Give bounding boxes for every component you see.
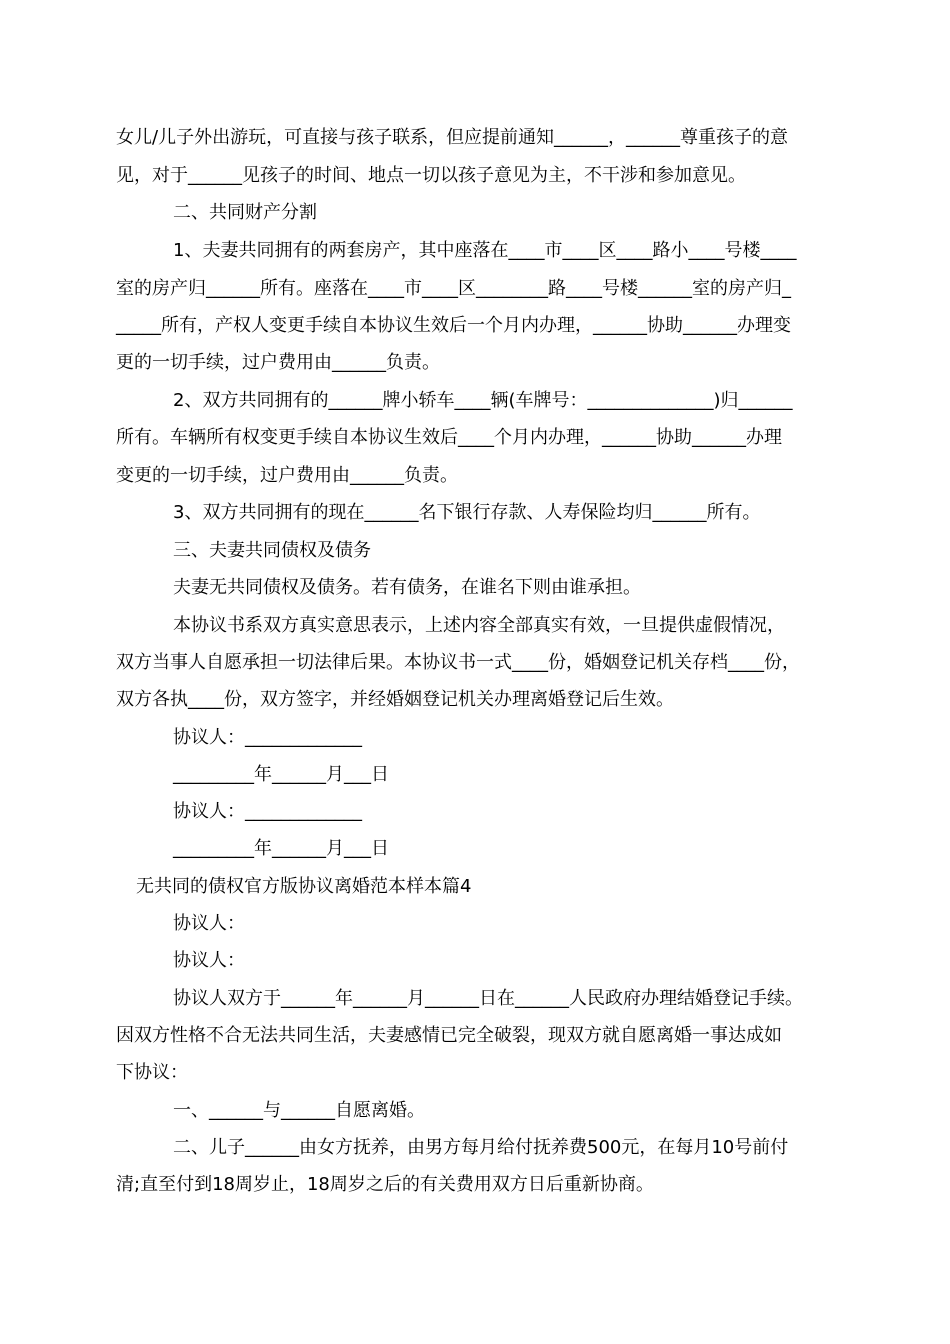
paragraph-line: 本协议书系双方真实意思表示，上述内容全部真实有效，一旦提供虚假情况，	[173, 615, 785, 636]
paragraph-line: 3、双方共同拥有的现在______名下银行存款、人寿保险均归______所有。	[173, 502, 761, 523]
date-line: _________年______月___日	[173, 838, 389, 859]
signature-line: 协议人：_____________	[173, 801, 362, 822]
paragraph-line: 夫妻无共同债权及债务。若有债务，在谁名下则由谁承担。	[173, 577, 641, 598]
paragraph-line: 因双方性格不合无法共同生活，夫妻感情已完全破裂，现双方就自愿离婚一事达成如	[116, 1025, 782, 1046]
document-title: 无共同的债权官方版协议离婚范本样本篇4	[136, 876, 472, 897]
party-line: 协议人：	[173, 913, 245, 934]
signature-line: 协议人：_____________	[173, 727, 362, 748]
party-line: 协议人：	[173, 950, 245, 971]
paragraph-line: 协议人双方于______年______月______日在______人民政府办理结婚登记手续。	[173, 988, 803, 1009]
paragraph-line: 室的房产归______所有。座落在____市____区________路____号楼______室的房产归_	[116, 278, 791, 299]
section-heading: 二、共同财产分割	[173, 202, 317, 223]
paragraph-line: 所有。车辆所有权变更手续自本协议生效后____个月内办理，______协助______办理	[116, 427, 782, 448]
paragraph-line: 双方当事人自愿承担一切法律后果。本协议书一式____份，婚姻登记机关存档____份，	[116, 652, 800, 673]
paragraph-line: 见，对于______见孩子的时间、地点一切以孩子意见为主，不干涉和参加意见。	[116, 165, 746, 186]
paragraph-line: 下协议：	[116, 1062, 188, 1083]
paragraph-line: 变更的一切手续，过户费用由______负责。	[116, 465, 458, 486]
paragraph-line: 二、儿子______由女方抚养，由男方每月给付抚养费500元，在每月10号前付	[173, 1137, 789, 1158]
paragraph-line: 双方各执____份，双方签字，并经婚姻登记机关办理离婚登记后生效。	[116, 689, 674, 710]
paragraph-line: 清;直至付到18周岁止，18周岁之后的有关费用双方日后重新协商。	[116, 1174, 654, 1195]
paragraph-line: 一、______与______自愿离婚。	[173, 1100, 425, 1121]
paragraph-line: 1、夫妻共同拥有的两套房产，其中座落在____市____区____路小____号楼____	[173, 240, 797, 261]
paragraph-line: 女儿/儿子外出游玩，可直接与孩子联系，但应提前通知______，______尊重孩子的意	[116, 127, 789, 148]
paragraph-line: 更的一切手续，过户费用由______负责。	[116, 352, 440, 373]
paragraph-line: _____所有，产权人变更手续自本协议生效后一个月内办理，______协助______办理变	[116, 315, 791, 336]
date-line: _________年______月___日	[173, 764, 389, 785]
section-heading: 三、夫妻共同债权及债务	[173, 540, 371, 561]
paragraph-line: 2、双方共同拥有的______牌小轿车____辆(车牌号：______________)归______	[173, 390, 793, 411]
